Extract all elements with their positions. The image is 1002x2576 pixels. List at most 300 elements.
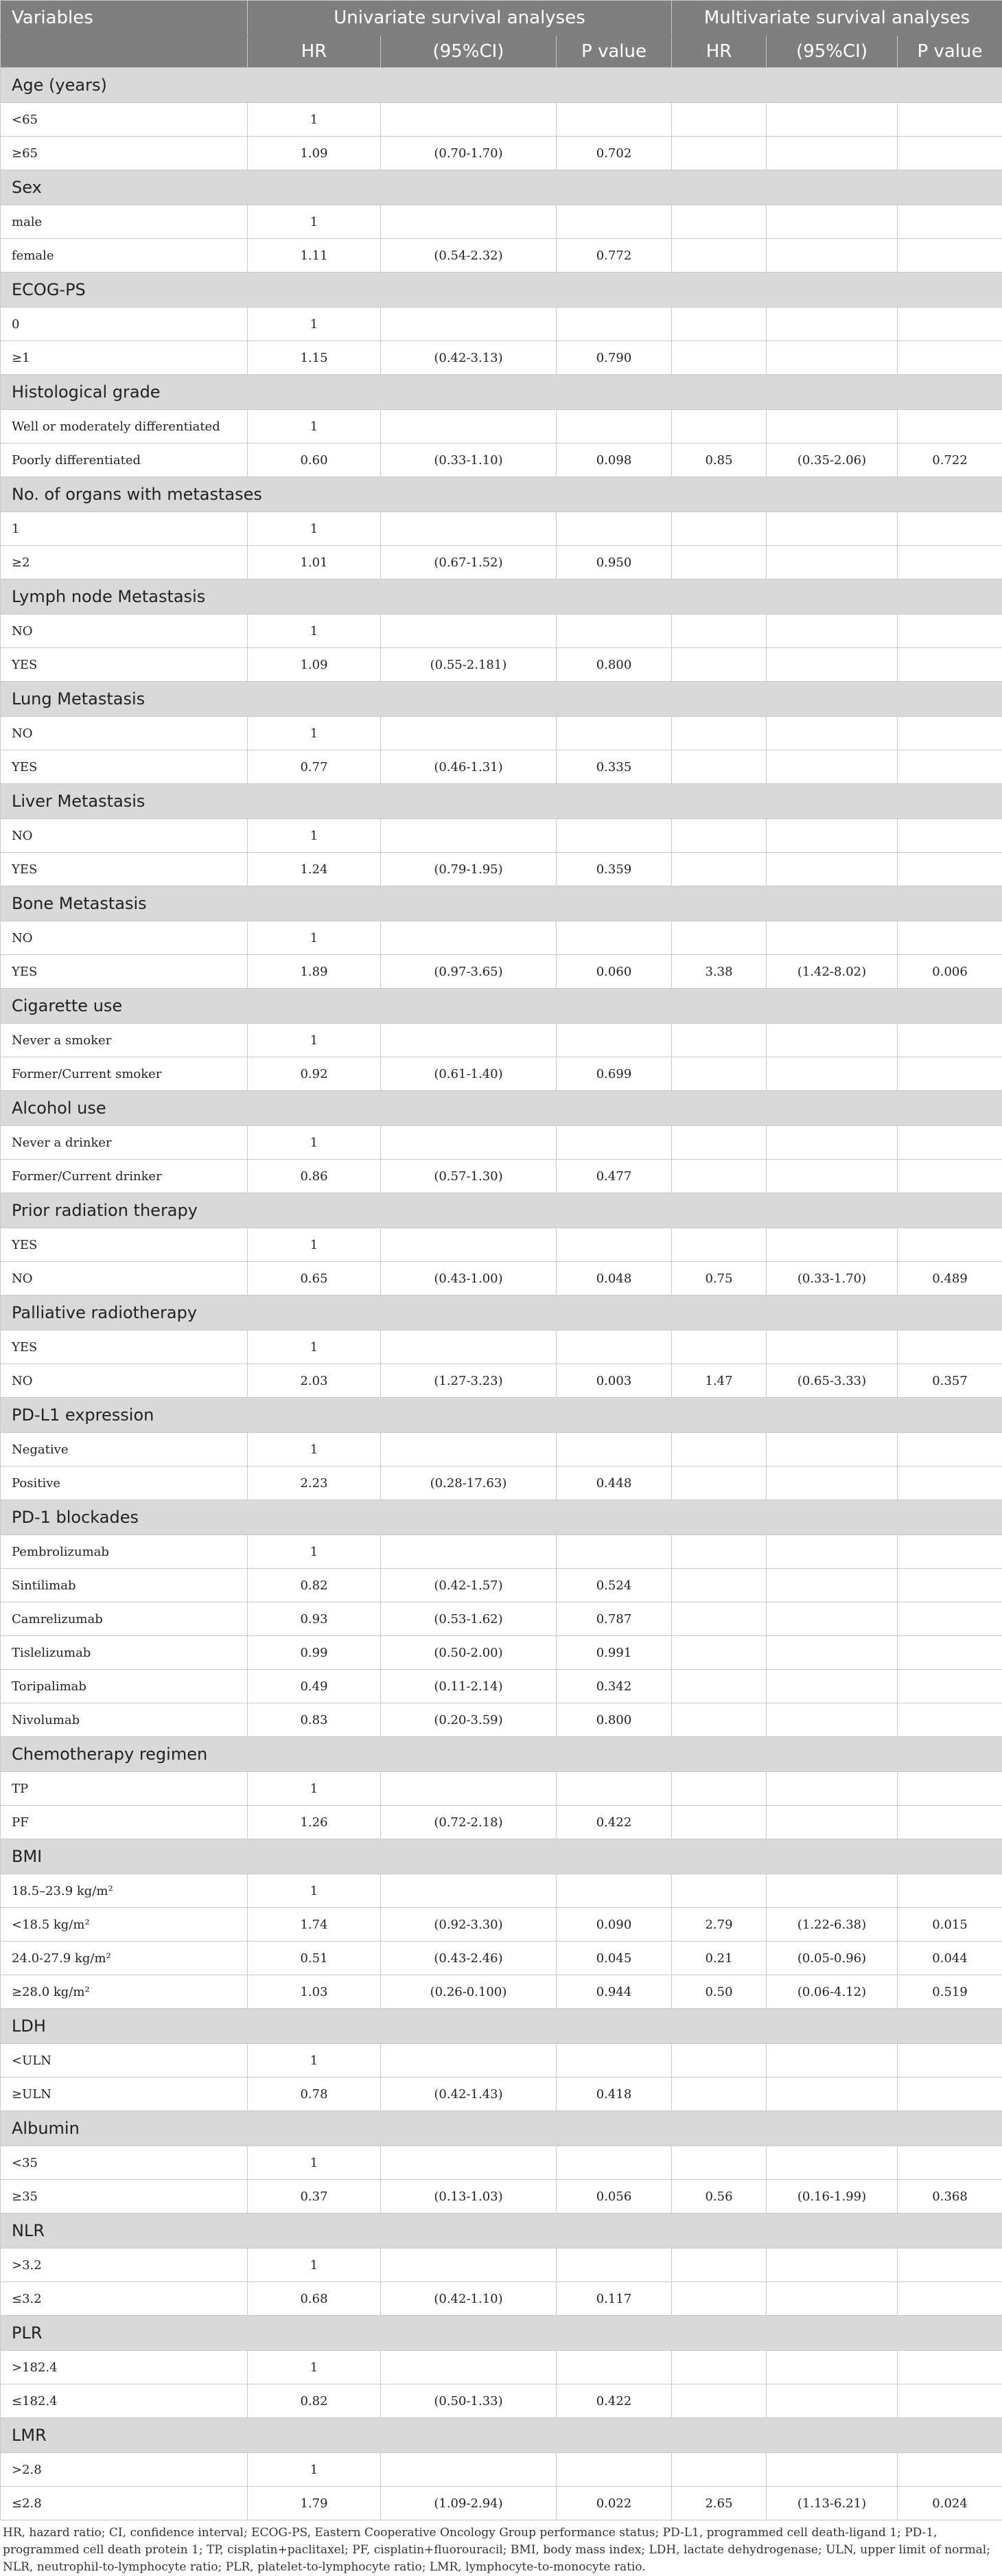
uni-ci-cell	[381, 921, 557, 955]
multi-p-cell	[898, 308, 1002, 341]
uni-hr-cell: 1	[248, 512, 381, 546]
uni-ci-cell	[381, 308, 557, 341]
uni-ci-cell: (0.61-1.40)	[381, 1057, 557, 1091]
table-row	[1, 921, 1002, 955]
row-label: >3.2	[1, 2249, 248, 2282]
uni-hr-cell: 2.03	[248, 1364, 381, 1398]
multi-ci-cell	[767, 1433, 898, 1467]
multi-ci-cell: (0.35-2.06)	[767, 444, 898, 477]
uni-ci-cell	[381, 410, 557, 444]
row-label: ≥35	[1, 2180, 248, 2213]
section-title: No. of organs with metastases	[1, 477, 1002, 512]
uni-p-cell: 0.699	[557, 1057, 672, 1091]
table-row	[1, 546, 1002, 579]
row-label: female	[1, 239, 248, 273]
multi-p-cell	[898, 137, 1002, 170]
uni-p-cell: 0.048	[557, 1262, 672, 1296]
section-title: NLR	[1, 2213, 1002, 2249]
uni-p-cell	[557, 2044, 672, 2078]
uni-ci-cell: (0.42-1.10)	[381, 2282, 557, 2316]
multi-hr-cell	[672, 1160, 767, 1193]
multi-ci-cell	[767, 1535, 898, 1569]
multi-hr-cell	[672, 1535, 767, 1569]
multivariate-header: Multivariate survival analyses	[672, 1, 1002, 36]
uni-p-cell: 0.800	[557, 648, 672, 682]
multi-ci-cell: (1.22-6.38)	[767, 1908, 898, 1942]
uni-p-cell: 0.524	[557, 1569, 672, 1602]
uni-ci-cell	[381, 819, 557, 853]
uni-p-cell: 0.950	[557, 546, 672, 579]
row-label: Never a smoker	[1, 1024, 248, 1057]
row-label: Positive	[1, 1467, 248, 1500]
uni-ci-cell	[381, 103, 557, 137]
multi-hr-cell	[672, 1874, 767, 1908]
row-label: <18.5 kg/m²	[1, 1908, 248, 1942]
uni-hr-cell: 1	[248, 717, 381, 750]
multi-hr-cell	[672, 921, 767, 955]
uni-hr-cell: 0.99	[248, 1636, 381, 1670]
uni-p-cell	[557, 2453, 672, 2487]
uni-hr-cell: 1	[248, 2044, 381, 2078]
table-row	[1, 2180, 1002, 2213]
section-header-row	[1, 1839, 1002, 1874]
multi-hr-cell	[672, 2078, 767, 2111]
multi-p-cell: 0.044	[898, 1942, 1002, 1975]
row-label: Camrelizumab	[1, 1602, 248, 1636]
uni-hr-cell: 0.86	[248, 1160, 381, 1193]
multi-ci-cell	[767, 819, 898, 853]
table-row	[1, 1331, 1002, 1364]
uni-hr-cell: 1	[248, 1331, 381, 1364]
multi-hr-cell	[672, 410, 767, 444]
table-row	[1, 717, 1002, 750]
uni-ci-cell: (0.26-0.100)	[381, 1975, 557, 2009]
multi-p-cell: 0.368	[898, 2180, 1002, 2213]
uni-hr-cell: 0.82	[248, 2384, 381, 2418]
uni-ci-cell: (0.57-1.30)	[381, 1160, 557, 1193]
blank-header-cell	[1, 36, 248, 68]
multi-ci-cell	[767, 1703, 898, 1737]
uni-p-cell: 0.787	[557, 1602, 672, 1636]
section-title: Age (years)	[1, 68, 1002, 103]
table-row	[1, 614, 1002, 648]
table-body	[1, 68, 1002, 2520]
table-row	[1, 239, 1002, 273]
multi-hr-cell	[672, 2351, 767, 2384]
multi-p-cell	[898, 2453, 1002, 2487]
uni-hr-cell: 1.89	[248, 955, 381, 989]
multi-p-cell: 0.006	[898, 955, 1002, 989]
table-row	[1, 1942, 1002, 1975]
multi-hr-cell: 3.38	[672, 955, 767, 989]
variables-header: Variables	[1, 1, 248, 36]
uni-hr-cell: 1	[248, 1228, 381, 1262]
uni-hr-cell: 0.83	[248, 1703, 381, 1737]
uni-hr-cell: 1	[248, 2351, 381, 2384]
uni-p-cell: 0.422	[557, 1806, 672, 1839]
multi-ci-cell: (0.16-1.99)	[767, 2180, 898, 2213]
multi-ci-cell	[767, 750, 898, 784]
uni-p-cell	[557, 308, 672, 341]
row-label: YES	[1, 1228, 248, 1262]
uni-ci-cell	[381, 2146, 557, 2180]
uni-hr-cell: 1	[248, 614, 381, 648]
uni-hr-cell: 1	[248, 1433, 381, 1467]
section-title: Cigarette use	[1, 989, 1002, 1024]
section-header-row	[1, 989, 1002, 1024]
uni-p-cell	[557, 717, 672, 750]
multi-p-cell	[898, 1569, 1002, 1602]
row-label: PF	[1, 1806, 248, 1839]
table-header	[1, 1, 1002, 68]
row-label: YES	[1, 853, 248, 886]
table-row	[1, 648, 1002, 682]
uni-ci-cell	[381, 1024, 557, 1057]
multi-ci-cell	[767, 103, 898, 137]
row-label: NO	[1, 1262, 248, 1296]
uni-p-cell: 0.342	[557, 1670, 672, 1703]
uni-hr-cell: 1.09	[248, 648, 381, 682]
uni-hr-cell: 1	[248, 921, 381, 955]
uni-ci-cell: (0.13-1.03)	[381, 2180, 557, 2213]
uni-hr-cell: 2.23	[248, 1467, 381, 1500]
row-label: ≥2	[1, 546, 248, 579]
multi-hr-cell	[672, 750, 767, 784]
uni-p-cell: 0.359	[557, 853, 672, 886]
uni-p-cell: 0.790	[557, 341, 672, 375]
row-label: 18.5–23.9 kg/m²	[1, 1874, 248, 1908]
table-row	[1, 853, 1002, 886]
uni-hr-cell: 1	[248, 819, 381, 853]
uni-hr-cell: 1	[248, 1126, 381, 1160]
multi-ci-cell	[767, 1569, 898, 1602]
multi-p-cell	[898, 1126, 1002, 1160]
multi-p-cell	[898, 1160, 1002, 1193]
section-header-row	[1, 2213, 1002, 2249]
section-title: LMR	[1, 2418, 1002, 2453]
multi-hr-cell	[672, 103, 767, 137]
multi-ci-cell	[767, 137, 898, 170]
multi-p-cell	[898, 1057, 1002, 1091]
uni-hr-cell: 0.60	[248, 444, 381, 477]
uni-hr-cell: 1	[248, 410, 381, 444]
uni-p-cell	[557, 205, 672, 239]
multi-p-cell	[898, 512, 1002, 546]
uni-p-cell: 0.944	[557, 1975, 672, 2009]
section-title: Lung Metastasis	[1, 682, 1002, 717]
multi-ci-cell	[767, 1160, 898, 1193]
row-label: <ULN	[1, 2044, 248, 2078]
uni-hr-header: HR	[248, 36, 381, 68]
multi-ci-cell	[767, 239, 898, 273]
table-row	[1, 1908, 1002, 1942]
uni-hr-cell: 1.15	[248, 341, 381, 375]
uni-hr-cell: 1.26	[248, 1806, 381, 1839]
uni-hr-cell: 1	[248, 1874, 381, 1908]
uni-ci-cell: (0.42-1.43)	[381, 2078, 557, 2111]
multi-hr-cell: 0.56	[672, 2180, 767, 2213]
multi-hr-cell	[672, 1024, 767, 1057]
multi-hr-cell: 1.47	[672, 1364, 767, 1398]
multi-ci-cell	[767, 2078, 898, 2111]
row-label: YES	[1, 750, 248, 784]
uni-p-cell: 0.045	[557, 1942, 672, 1975]
row-label: Tislelizumab	[1, 1636, 248, 1670]
section-header-row	[1, 1398, 1002, 1433]
uni-ci-cell: (1.09-2.94)	[381, 2487, 557, 2520]
multi-ci-cell: (0.05-0.96)	[767, 1942, 898, 1975]
multi-ci-cell: (0.65-3.33)	[767, 1364, 898, 1398]
table-row	[1, 512, 1002, 546]
uni-ci-cell	[381, 1126, 557, 1160]
multi-hr-cell	[672, 137, 767, 170]
multi-hr-cell	[672, 205, 767, 239]
uni-ci-cell	[381, 1433, 557, 1467]
uni-hr-cell: 0.78	[248, 2078, 381, 2111]
multi-p-cell	[898, 614, 1002, 648]
uni-p-cell: 0.022	[557, 2487, 672, 2520]
uni-ci-cell: (0.33-1.10)	[381, 444, 557, 477]
uni-ci-cell	[381, 614, 557, 648]
multi-p-cell	[898, 2146, 1002, 2180]
section-header-row	[1, 1193, 1002, 1228]
multi-ci-cell: (0.06-4.12)	[767, 1975, 898, 2009]
multi-p-cell	[898, 205, 1002, 239]
multi-p-cell	[898, 819, 1002, 853]
multi-hr-cell	[672, 2044, 767, 2078]
multi-hr-cell	[672, 2384, 767, 2418]
multi-ci-cell: (1.13-6.21)	[767, 2487, 898, 2520]
table-row	[1, 1535, 1002, 1569]
multi-ci-cell	[767, 2146, 898, 2180]
multi-hr-cell	[672, 2453, 767, 2487]
multi-p-cell	[898, 410, 1002, 444]
uni-p-cell	[557, 1535, 672, 1569]
table-row	[1, 750, 1002, 784]
uni-p-cell: 0.477	[557, 1160, 672, 1193]
uni-ci-cell	[381, 2044, 557, 2078]
uni-p-cell: 0.003	[557, 1364, 672, 1398]
multi-ci-cell	[767, 717, 898, 750]
multi-p-cell	[898, 1467, 1002, 1500]
univariate-header: Univariate survival analyses	[248, 1, 672, 36]
multi-hr-cell	[672, 1057, 767, 1091]
multi-p-cell	[898, 341, 1002, 375]
table-row	[1, 1024, 1002, 1057]
section-header-row	[1, 273, 1002, 308]
multi-ci-cell	[767, 1670, 898, 1703]
uni-ci-cell	[381, 1772, 557, 1806]
uni-p-cell: 0.090	[557, 1908, 672, 1942]
table-row	[1, 1057, 1002, 1091]
section-header-row	[1, 2418, 1002, 2453]
uni-p-cell	[557, 1228, 672, 1262]
multi-hr-cell	[672, 1806, 767, 1839]
multi-p-cell: 0.015	[898, 1908, 1002, 1942]
multi-hr-cell: 0.85	[672, 444, 767, 477]
table-row	[1, 1806, 1002, 1839]
multi-hr-cell	[672, 853, 767, 886]
section-title: ECOG-PS	[1, 273, 1002, 308]
uni-ci-cell	[381, 1331, 557, 1364]
multi-hr-cell	[672, 2282, 767, 2316]
row-label: male	[1, 205, 248, 239]
uni-ci-cell: (0.92-3.30)	[381, 1908, 557, 1942]
multi-ci-cell	[767, 614, 898, 648]
row-label: Negative	[1, 1433, 248, 1467]
section-header-row	[1, 170, 1002, 205]
table-row	[1, 2487, 1002, 2520]
row-label: ≤182.4	[1, 2384, 248, 2418]
uni-hr-cell: 1.74	[248, 1908, 381, 1942]
multi-hr-cell	[672, 648, 767, 682]
multi-ci-cell	[767, 546, 898, 579]
multi-p-cell	[898, 750, 1002, 784]
table-row	[1, 1467, 1002, 1500]
multi-p-cell	[898, 1024, 1002, 1057]
multi-p-cell	[898, 1535, 1002, 1569]
multi-hr-cell	[672, 1433, 767, 1467]
uni-hr-cell: 1.11	[248, 239, 381, 273]
multi-ci-cell: (1.42-8.02)	[767, 955, 898, 989]
uni-p-cell	[557, 1126, 672, 1160]
multi-p-cell	[898, 1433, 1002, 1467]
multi-ci-cell	[767, 2351, 898, 2384]
multi-hr-cell	[672, 1670, 767, 1703]
multi-hr-cell: 0.21	[672, 1942, 767, 1975]
uni-p-cell	[557, 1874, 672, 1908]
uni-ci-header: (95%CI)	[381, 36, 557, 68]
table-row	[1, 1126, 1002, 1160]
multi-hr-cell	[672, 1602, 767, 1636]
multi-ci-cell	[767, 1874, 898, 1908]
section-header-row	[1, 1091, 1002, 1126]
uni-ci-cell: (0.28-17.63)	[381, 1467, 557, 1500]
uni-p-cell: 0.056	[557, 2180, 672, 2213]
multi-hr-cell	[672, 1772, 767, 1806]
uni-hr-cell: 1	[248, 103, 381, 137]
uni-ci-cell: (0.11-2.14)	[381, 1670, 557, 1703]
uni-ci-cell	[381, 205, 557, 239]
uni-hr-cell: 1.79	[248, 2487, 381, 2520]
table-row	[1, 2351, 1002, 2384]
uni-p-cell	[557, 1433, 672, 1467]
row-label: ≤3.2	[1, 2282, 248, 2316]
multi-ci-cell: (0.33-1.70)	[767, 1262, 898, 1296]
row-label: TP	[1, 1772, 248, 1806]
multi-p-cell	[898, 1772, 1002, 1806]
table-row	[1, 137, 1002, 170]
row-label: YES	[1, 648, 248, 682]
table-row	[1, 1228, 1002, 1262]
row-label: YES	[1, 955, 248, 989]
uni-p-cell: 0.060	[557, 955, 672, 989]
uni-p-cell	[557, 921, 672, 955]
uni-ci-cell	[381, 1535, 557, 1569]
table-row	[1, 1602, 1002, 1636]
table-row	[1, 308, 1002, 341]
table-row	[1, 1772, 1002, 1806]
row-label: NO	[1, 717, 248, 750]
uni-p-cell	[557, 103, 672, 137]
section-title: Histological grade	[1, 375, 1002, 410]
multi-hr-cell	[672, 1331, 767, 1364]
table-row	[1, 444, 1002, 477]
section-header-row	[1, 1500, 1002, 1535]
section-title: PLR	[1, 2316, 1002, 2351]
uni-ci-cell: (0.20-3.59)	[381, 1703, 557, 1737]
row-label: Former/Current smoker	[1, 1057, 248, 1091]
multi-p-cell	[898, 2282, 1002, 2316]
multi-p-cell	[898, 1228, 1002, 1262]
uni-ci-cell: (0.54-2.32)	[381, 239, 557, 273]
table-row	[1, 205, 1002, 239]
uni-hr-cell: 1	[248, 1535, 381, 1569]
section-header-row	[1, 2009, 1002, 2044]
multi-hr-cell	[672, 1703, 767, 1737]
multi-p-cell: 0.519	[898, 1975, 1002, 2009]
multi-hr-cell	[672, 239, 767, 273]
uni-p-cell: 0.772	[557, 239, 672, 273]
multi-ci-cell	[767, 1602, 898, 1636]
table-row	[1, 1975, 1002, 2009]
uni-ci-cell: (1.27-3.23)	[381, 1364, 557, 1398]
multi-hr-cell	[672, 1467, 767, 1500]
multi-hr-cell	[672, 1126, 767, 1160]
multi-ci-cell	[767, 341, 898, 375]
table-row	[1, 955, 1002, 989]
uni-ci-cell	[381, 2453, 557, 2487]
section-header-row	[1, 784, 1002, 819]
row-label: Never a drinker	[1, 1126, 248, 1160]
section-header-row	[1, 1296, 1002, 1331]
multi-hr-cell	[672, 717, 767, 750]
table-row	[1, 2044, 1002, 2078]
section-header-row	[1, 579, 1002, 614]
uni-p-cell	[557, 2146, 672, 2180]
uni-p-cell: 0.800	[557, 1703, 672, 1737]
uni-p-cell: 0.098	[557, 444, 672, 477]
multi-p-cell	[898, 1703, 1002, 1737]
uni-p-cell: 0.335	[557, 750, 672, 784]
multi-ci-cell	[767, 1772, 898, 1806]
row-label: 24.0-27.9 kg/m²	[1, 1942, 248, 1975]
section-header-row	[1, 2111, 1002, 2146]
multi-p-cell: 0.357	[898, 1364, 1002, 1398]
multi-p-cell	[898, 1670, 1002, 1703]
section-header-row	[1, 68, 1002, 103]
multi-p-header: P value	[898, 36, 1002, 68]
table-row	[1, 103, 1002, 137]
row-label: >182.4	[1, 2351, 248, 2384]
uni-hr-cell: 0.49	[248, 1670, 381, 1703]
multi-hr-cell	[672, 1569, 767, 1602]
section-title: PD-1 blockades	[1, 1500, 1002, 1535]
table-row	[1, 1636, 1002, 1670]
multi-hr-cell	[672, 341, 767, 375]
row-label: Pembrolizumab	[1, 1535, 248, 1569]
multi-p-cell	[898, 1602, 1002, 1636]
section-title: Chemotherapy regimen	[1, 1737, 1002, 1772]
multi-hr-cell	[672, 2146, 767, 2180]
uni-hr-cell: 1	[248, 1772, 381, 1806]
uni-p-cell: 0.422	[557, 2384, 672, 2418]
section-header-row	[1, 682, 1002, 717]
multi-ci-cell	[767, 2282, 898, 2316]
multi-hr-cell	[672, 546, 767, 579]
multi-ci-cell	[767, 410, 898, 444]
multi-ci-cell	[767, 1126, 898, 1160]
